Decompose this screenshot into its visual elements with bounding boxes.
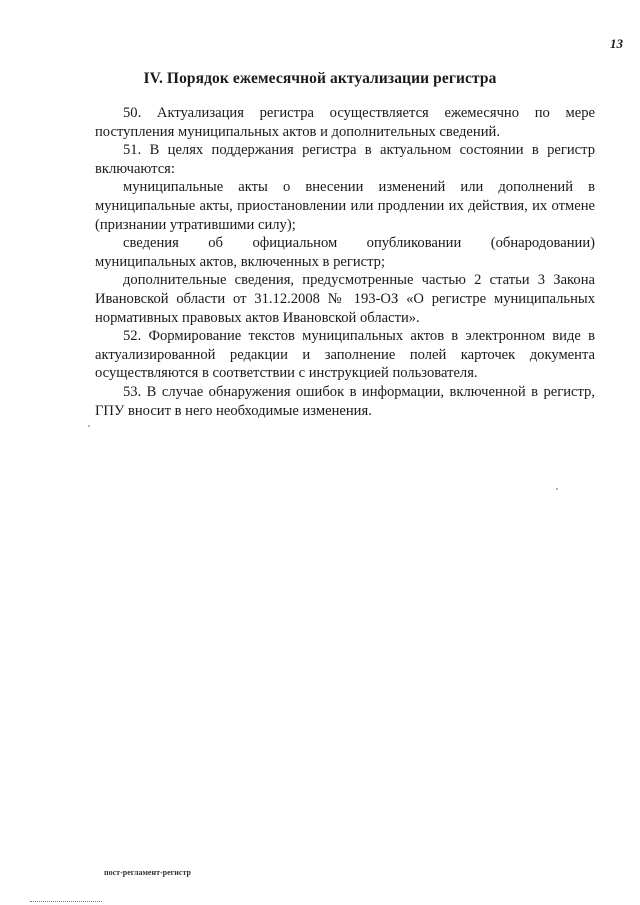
paragraph-53: 53. В случае обнаружения ошибок в информации, включенной в регистр, ГПУ вносит в него необходимые изменения. bbox=[95, 383, 595, 419]
list-item-municipal-acts: муниципальные акты о внесении изменений или дополнений в муниципальные акты, приостановлении или продлении их действия, их отмене (признании утратившими силу); bbox=[95, 179, 595, 233]
page-number: 13 bbox=[610, 36, 623, 51]
paragraph-52: 52. Формирование текстов муниципальных актов в электронном виде в актуализированной редакции и заполнение полей карточек документа осуществляются в соответствии с инструкцией пользователя. bbox=[95, 328, 595, 382]
scan-speck bbox=[556, 488, 558, 490]
scan-speck bbox=[88, 425, 90, 427]
document-body bbox=[95, 104, 595, 420]
footer-file-label: пост-регламент-регистр bbox=[104, 868, 191, 877]
section-title: IV. Порядок ежемесячной актуализации регистра bbox=[143, 70, 497, 87]
paragraph-50: 50. Актуализация регистра осуществляется ежемесячно по мере поступления муниципальных актов и дополнительных сведений. bbox=[95, 105, 595, 140]
list-item-publication-info: сведения об официальном опубликовании (обнародовании) муниципальных актов, включенных в регистр; bbox=[95, 235, 595, 270]
list-item-additional-info: дополнительные сведения, предусмотренные частью 2 статьи 3 Закона Ивановской области от 31.12.2008 № 193-ОЗ «О регистре муниципальных нормативных правовых актов Ивановской области». bbox=[95, 272, 595, 326]
footer-divider bbox=[30, 901, 102, 902]
paragraph-51: 51. В целях поддержания регистра в актуальном состоянии в регистр включаются: bbox=[95, 142, 595, 177]
